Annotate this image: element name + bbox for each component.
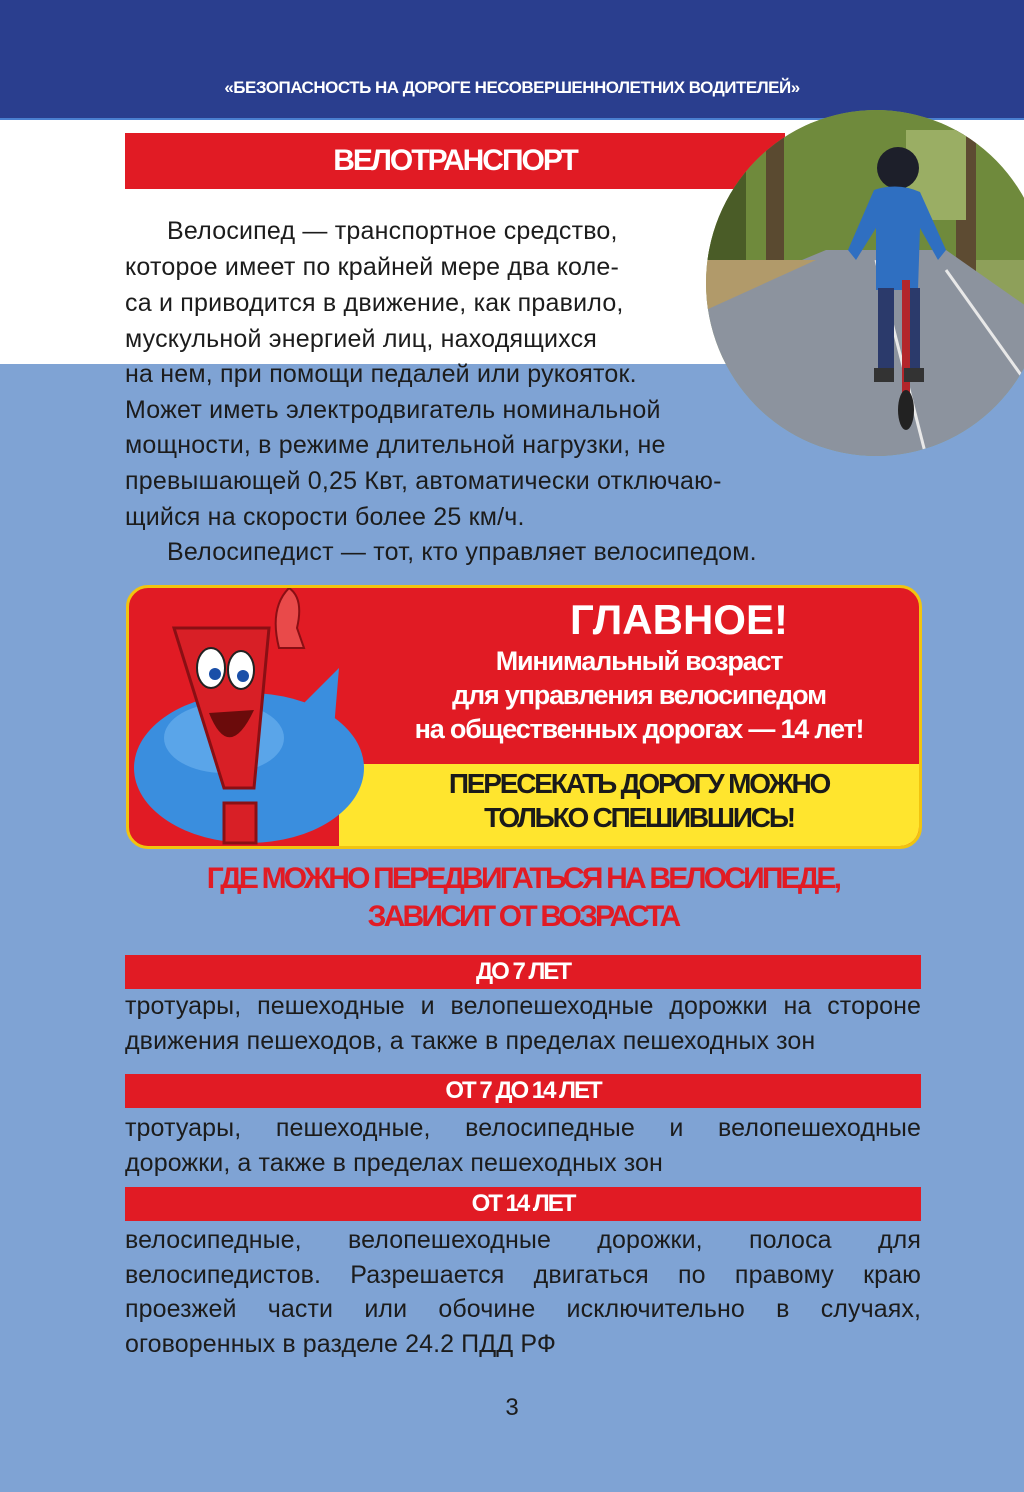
age-group-text: тротуары, пешеходные, велосипедные и велопешеходные дорожки, а также в пределах пешеходных зон [125,1114,921,1177]
ages-heading: ГДЕ МОЖНО ПЕРЕДВИГАТЬСЯ НА ВЕЛОСИПЕДЕ, [206,862,840,895]
ages-heading: ЗАВИСИТ ОТ ВОЗРАСТА [367,900,679,933]
definition-line: щийся на скорости более 25 км/ч. [125,503,525,531]
age-group-text: тротуары, пешеходные и велопешеходные дорожки на стороне движения пешеходов, а также в пределах пешеходных зон [125,992,921,1055]
age-group-label: ДО 7 ЛЕТ [125,955,921,989]
warning-line: ТОЛЬКО СПЕШИВШИСЬ! [484,802,794,833]
cyclist-definition: Велосипедист — тот, кто управляет велосипедом. [167,538,757,566]
callout-line: на общественных дорогах — 14 лет! [414,714,864,744]
warning-line: ПЕРЕСЕКАТЬ ДОРОГУ МОЖНО [448,768,830,799]
header-title: «БЕЗОПАСНОСТЬ НА ДОРОГЕ НЕСОВЕРШЕННОЛЕТНИХ ВОДИТЕЛЕЙ» [224,78,800,97]
age-group-label: ОТ 7 ДО 14 ЛЕТ [125,1074,921,1108]
callout-title: ГЛАВНОЕ! [570,596,788,643]
exclamation-mascot-icon [129,588,379,849]
definition-line: на нем, при помощи педалей или рукояток. [125,360,637,388]
cyclist-photo [706,110,1024,456]
callout-line: для управления велосипедом [452,680,826,710]
page-number: 3 [505,1394,519,1421]
definition-line: мускульной энергией лиц, находящихся [125,325,598,353]
definition-line: Велосипед — транспортное средство, [167,217,618,245]
age-group-text: велосипедные, велопешеходные дорожки, полоса для велосипедистов. Разрешается двигаться по правому краю проезжей части или обочине исключительно в случаях, оговоренных в разделе 24.2 ПДД РФ [125,1226,921,1358]
definition-line: мощности, в режиме длительной нагрузки, не [125,431,666,459]
age-group-label: ОТ 14 ЛЕТ [125,1187,921,1221]
main-rule-callout [126,585,922,849]
definition-line: превышающей 0,25 Квт, автоматически отключаю- [125,467,722,495]
definition-line: са и приводится в движение, как правило, [125,289,624,317]
header-band [0,0,1024,118]
section-title: ВЕЛОТРАНСПОРТ [125,133,785,189]
callout-line: Минимальный возраст [495,646,783,676]
definition-line: Может иметь электродвигатель номинальной [125,396,661,424]
definition-line: которое имеет по крайней мере два коле- [125,253,620,281]
